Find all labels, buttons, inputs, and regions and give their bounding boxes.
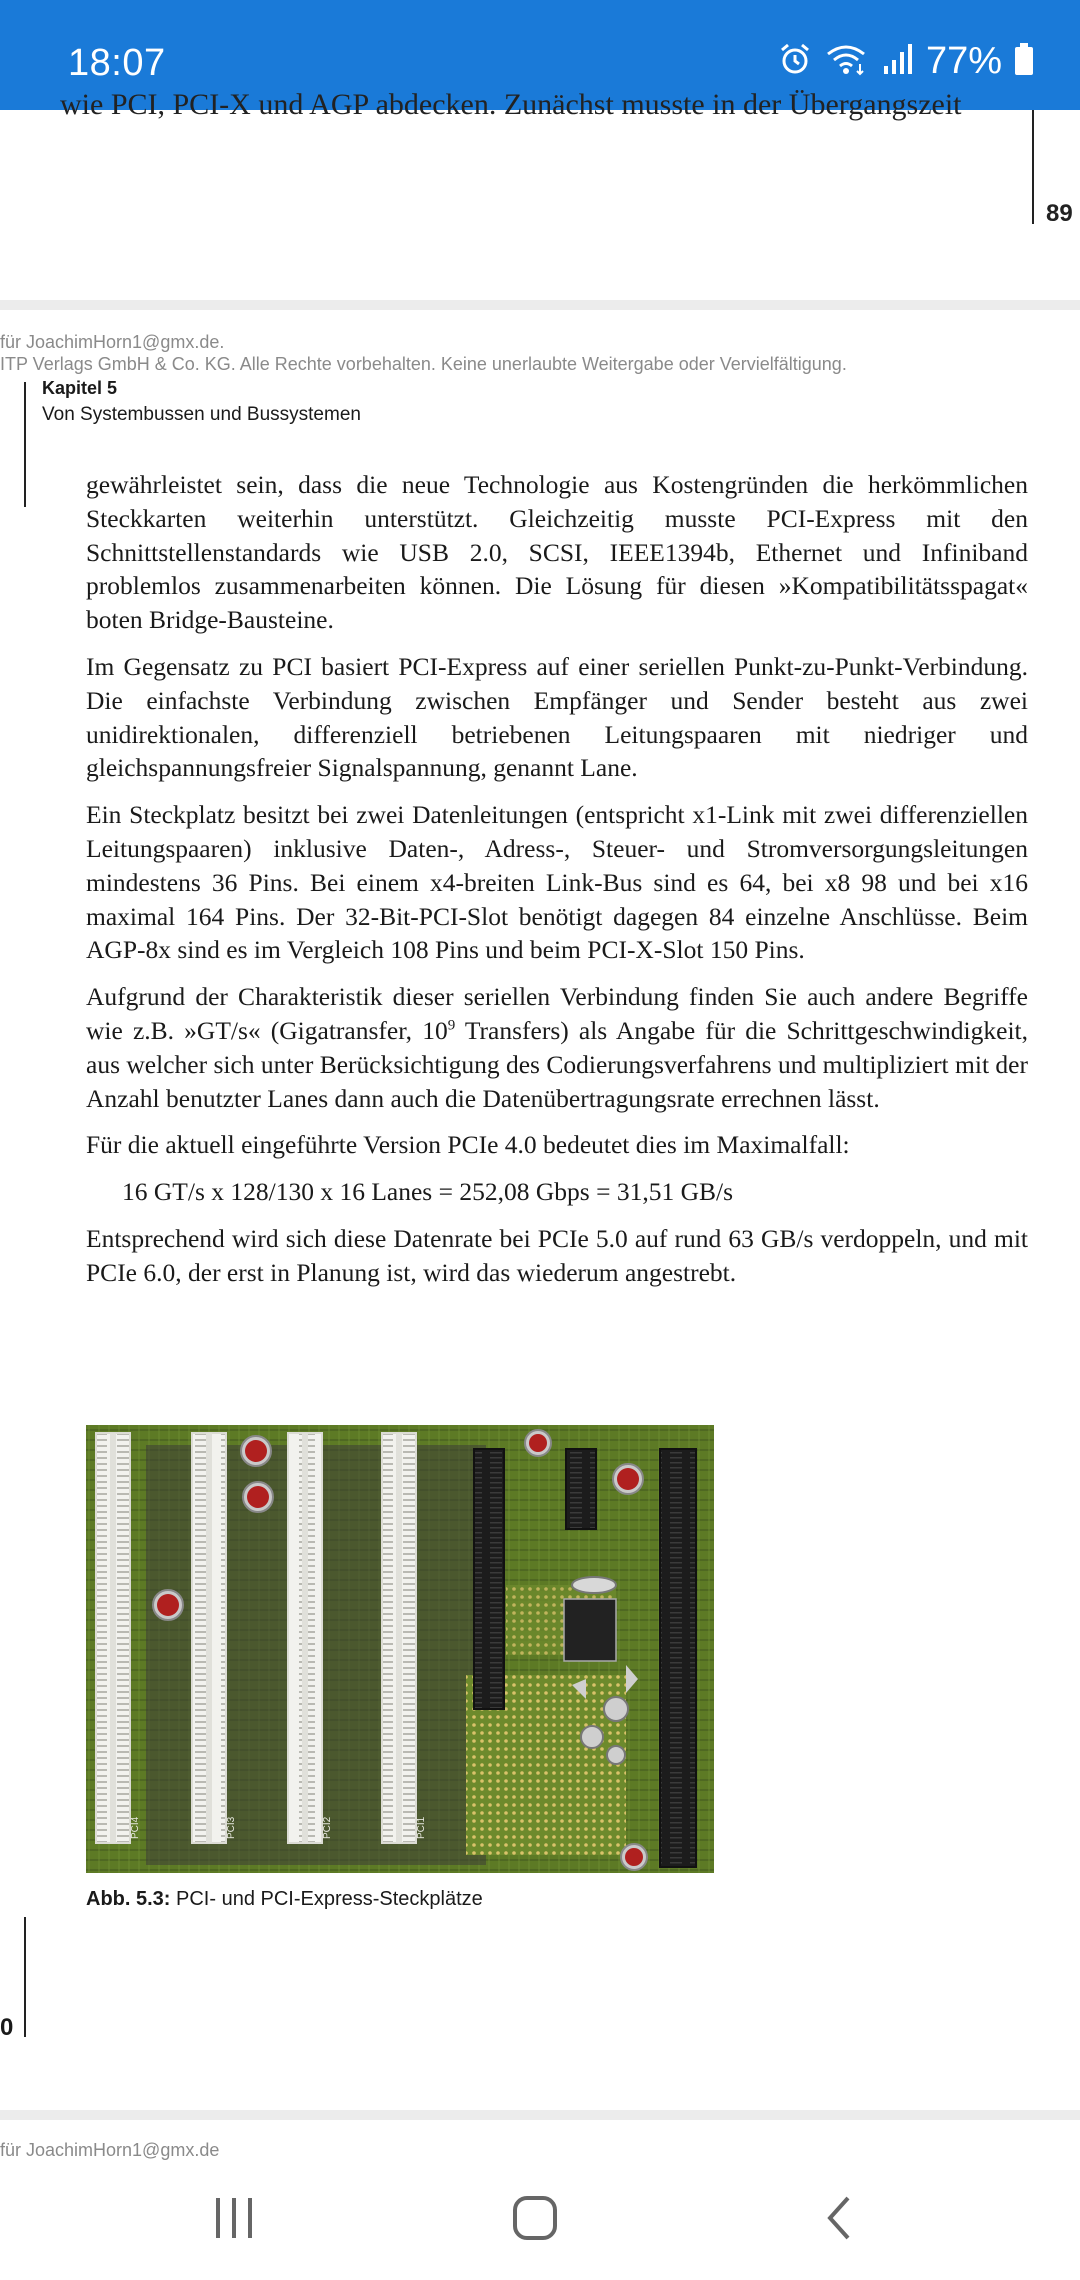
- formula: 16 GT/s x 128/130 x 16 Lanes = 252,08 Gbps = 31,51 GB/s: [122, 1177, 734, 1207]
- wifi-icon: [824, 42, 868, 81]
- slot-label: PCI2: [322, 1816, 333, 1839]
- recent-apps-button[interactable]: [212, 2190, 256, 2255]
- paragraph-part: Aufgrund der Charakteristik dieser seriellen Verbindung finden Sie auch andere Begriffe wie z.B. »GT/s« (Gigatransfer, 10: [86, 982, 1028, 1045]
- slot-label: PCI4: [130, 1816, 141, 1839]
- chapter-label: Kapitel 5: [42, 378, 118, 398]
- recent-apps-icon: [212, 2190, 256, 2250]
- figure-caption: [86, 1888, 483, 1911]
- paragraph: Ein Steckplatz besitzt bei zwei Datenleitungen (entspricht x1-Link mit zwei differenziellen Leitungspaaren) inklusive Daten-, Adress-, Steuer- und Stromversorgungsleitungen mindestens 36 Pins. Bei einem x4-breiten Link-Bus sind es 64, bei x8 98 und bei x16 maximal 164 Pins. Der 32-Bit-PCI-Slot benötigt dagegen 84 einzelne Anschlüsse. Beim AGP-8x sind es im Vergleich 108 Pins und beim PCI-X-Slot 150 Pins.: [86, 800, 1028, 965]
- caption-text: PCI- und PCI-Express-Steckplätze: [170, 1888, 483, 1910]
- margin-rule: [1032, 110, 1034, 224]
- margin-rule: [24, 382, 26, 507]
- margin-rule: [24, 1917, 26, 2037]
- motherboard-illustration: [86, 1425, 714, 1873]
- paragraph: gewährleistet sein, dass die neue Technologie aus Kostengründen die herkömmlichen Steckkarten weiterhin unterstützt. Gleichzeitig musste PCI-Express mit den Schnittstellenstandards wie USB 2.0, SCSI, IEEE1394b, Ethernet und Infiniband problemlos zusammenarbeiten können. Die Lösung für diesen »Kompatibilitätsspagat« boten Bridge-Bausteine.: [86, 470, 1028, 635]
- battery-icon: [1014, 42, 1034, 81]
- paragraph: Für die aktuell eingeführte Version PCIe 4.0 bedeutet dies im Maximalfall:: [86, 1130, 850, 1160]
- back-button[interactable]: [820, 2190, 860, 2255]
- home-icon: [510, 2190, 560, 2250]
- paragraph: [86, 980, 1028, 1115]
- slot-label: PCI1: [416, 1816, 427, 1839]
- status-icons: [778, 40, 1034, 83]
- home-button[interactable]: [510, 2190, 560, 2255]
- watermark-line: für JoachimHorn1@gmx.de.: [0, 332, 225, 352]
- battery-percent: 77%: [925, 40, 1002, 82]
- document-page: [0, 310, 1080, 2110]
- body-text: [86, 468, 1028, 1303]
- page-number: 0: [0, 2014, 14, 2041]
- status-time: 18:07: [68, 42, 166, 84]
- paragraph: Entsprechend wird sich diese Datenrate bei PCIe 5.0 auf rund 63 GB/s verdoppeln, und mit PCIe 6.0, der erst in Planung ist, wird das wiederum angestrebt.: [86, 1223, 1028, 1287]
- watermark-line: für JoachimHorn1@gmx.de: [0, 2140, 220, 2160]
- cut-text-line: wie PCI, PCI-X und AGP abdecken. Zunächst musste in der Übergangszeit: [60, 88, 962, 121]
- alarm-icon: [778, 42, 812, 81]
- motherboard-photo: [86, 1425, 714, 1873]
- back-icon: [820, 2190, 860, 2250]
- previous-page: [0, 88, 1080, 300]
- exponent: 9: [447, 1017, 456, 1034]
- watermark-line: ITP Verlags GmbH & Co. KG. Alle Rechte vorbehalten. Keine unerlaubte Weitergabe oder Vervielfältigung.: [0, 354, 847, 374]
- slot-label: PCI3: [226, 1816, 237, 1839]
- page-separator: [0, 300, 1080, 310]
- caption-label: Abb. 5.3:: [86, 1888, 171, 1910]
- signal-icon: [880, 42, 914, 81]
- paragraph-part: Transfers) als Angabe für die Schrittgeschwindigkeit, aus welcher sich unter Berücksichtigung des Codierungsverfahrens und multipliziert mit der Anzahl benutzter Lanes dann auch die Datenübertragungsrate errechnen lässt.: [86, 1015, 1029, 1113]
- navigation-bar: [0, 2160, 1080, 2280]
- chapter-title: Von Systembussen und Bussystemen: [42, 404, 361, 425]
- page-separator: [0, 2110, 1080, 2120]
- paragraph: Im Gegensatz zu PCI basiert PCI-Express auf einer seriellen Punkt-zu-Punkt-Verbindung. Die einfachste Verbindung zwischen Empfänger und Sender besteht aus zwei unidirektionalen, differenziell betriebenen Leitungspaaren mit niedriger und gleichspannungsfreier Signalspannung, genannt Lane.: [86, 651, 1028, 783]
- page-number: 89: [1046, 200, 1073, 227]
